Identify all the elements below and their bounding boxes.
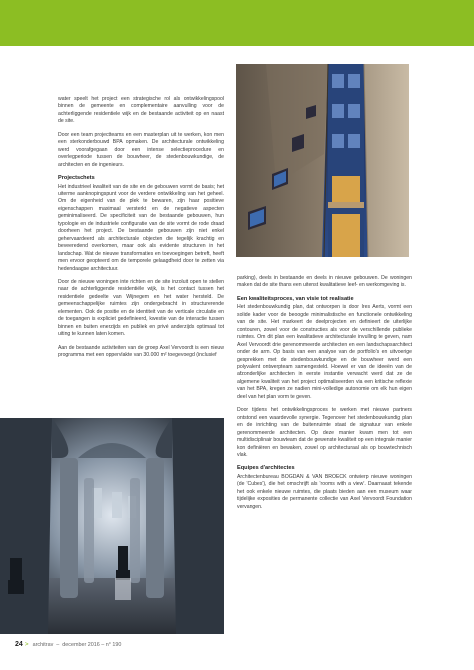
section-heading: Projectschets [58,175,95,182]
page-footer [15,640,121,649]
header-band [0,0,474,46]
paragraph: water speelt het project een strategische rol als ontwikkelingspool binnen de gemeente en complementaire aanvulling voor de achterliggende residentiele wijk en de bestaande activiteit op en naast de site. [58,96,224,125]
section-heading: Een kwaliteitsproces, van visie tot realisatie [237,295,354,302]
paragraph: Door tijdens het ontwikkelingsproces te werken met nieuwe partners ontstond een waardevolle synergie. Tegenover het stedenbouwkundig plan en de inrichting van de buitenruimte staat de signatuur van enkele gerenommeerde architecten. Op deze manier kwam men tot een multidisciplinair bouwteam dat de gewenste kwaliteit op een integrale manier kon definiëren en bewaken, zowel op architecturaal als op bouwtechnisch vlak. [237,407,412,459]
paragraph: parking), deels in bestaande en deels in nieuwe gebouwen. De woningen maken dat de site thans een uitenst kwalitatieve leef- en werkomgeving is. [237,275,412,289]
text-column-right [237,275,412,517]
paragraph: Aan de bestaande activiteiten van de groep Axel Vervoordt is een nieuw programma met een oppervlakte van 30.000 m² toegevoegd (inclusief [58,344,224,359]
arrow-icon: > [24,641,29,648]
paragraph: Door de nieuwe woningen inte richten en de site inzoluit open te stellen naar de achterliggende residentiële wijk, is het contact tussen het residentiele gedeelte van Wijnegem en het water hersteld. De gemeenschappelijke ruimtes zijn ondergebracht in structurerende elementen. Ook de positie en de identiteit van de verticale circulatie en de toegangen is expliciet gedefinieerd, kwestie van de interactie tussen binnen en buiten enerzijds en publiek en privé anderzijds optimaal tot uiting te kunnen laten komen. [58,279,224,338]
building-photo [236,64,409,257]
paragraph: Architectenbureau BOGDAN & VAN BROECK ontwierp nieuwe woningen (de 'Cubes'), die het omschrijft als 'rooms with a view'. Daarnaast tekende het ook enkele nieuwe ruimtes, die plaats bieden aan een museum waar tijdelijke exposities de permanente collectie van Axel Vervoordt Foundation vervangen. [237,473,412,510]
paragraph: Het industrieel kwaliteit van de site en de gebouwen vormt de basis; het uiterme aanknopingspunt voor de verdere ontwikkeling van het geheel. Om de eigenheid van de plek te bewaren, zijn haar positieve eigenschappen maximaal versterkt en de negatieve aspecten geminimaliseerd. De specificiteit van de bestaande gebouwen, hun typologie en de industriele configuratie van de site vormt de rode draad doorheen het project. De bestaande gebouwen zijn niet enkel gehervaardeerd als architecturale objecten die tegelijk krachtig en beveeredend overkomen, maar ook als evidente structuren in het landschap. Wat de nieuwe transformaties en toevoegingen betreft, heeft men ervoor geopteerd om de temporele gelaagdheid door te zetten via hedendaagse architectuur. [58,183,224,272]
page-number: 24 [15,641,23,648]
footer-separator: – [56,641,60,648]
paragraph: Het stedenbouwkundig plan, dat ontworpen is door Ires Aerts, vormt een solide kader voor de beoogde minimalistische en functionele ontwikkeling van de site. Het markeert de deelprojecten en definieert de uiterlijke contouren, zowel voor de constructies als voor de verschillende publieke ruimtes. Om dit plan een kwalitatieve architecturale invulling te geven, nam Axel Vervoordt drie gerenommeerde architecten en een landschapsarchitect onder de arm. Op basis van een analyse van de portfolio's en uitvoerige gesprekken met de stedenbouwkundige en de bouwheer werd een polyvalent ontwerpteam samengesteld. Hoewel er van de ideeën van de afzonderlijke architecten in eerste instantie verwacht werd dat ze de algemene kwaliteit van het project optimaliseerden via een kritische reflexie van het BPA, kregen ze nadien mini-volledige autonomie om elk hun eigen deel van het plan vorm te geven. [237,304,412,400]
issue-info: december 2016 – n° 190 [62,641,122,648]
magazine-name: architrav [32,641,54,648]
paragraph: Door een team projectteams en een masterplan uit te werken, kon men een sterkonderbouwd BPA opmaken. De architecturale ontwikkeling werd voorafgegaan door een intense selectieprocedure en overlegperiode tussen de bouwheer, de stedenbouwkundige, de architecten en de ingenieurs. [58,131,224,168]
section-heading: Equipes d'architectes [237,465,295,472]
silo-interior-photo [0,418,224,634]
text-column-left [58,96,224,366]
